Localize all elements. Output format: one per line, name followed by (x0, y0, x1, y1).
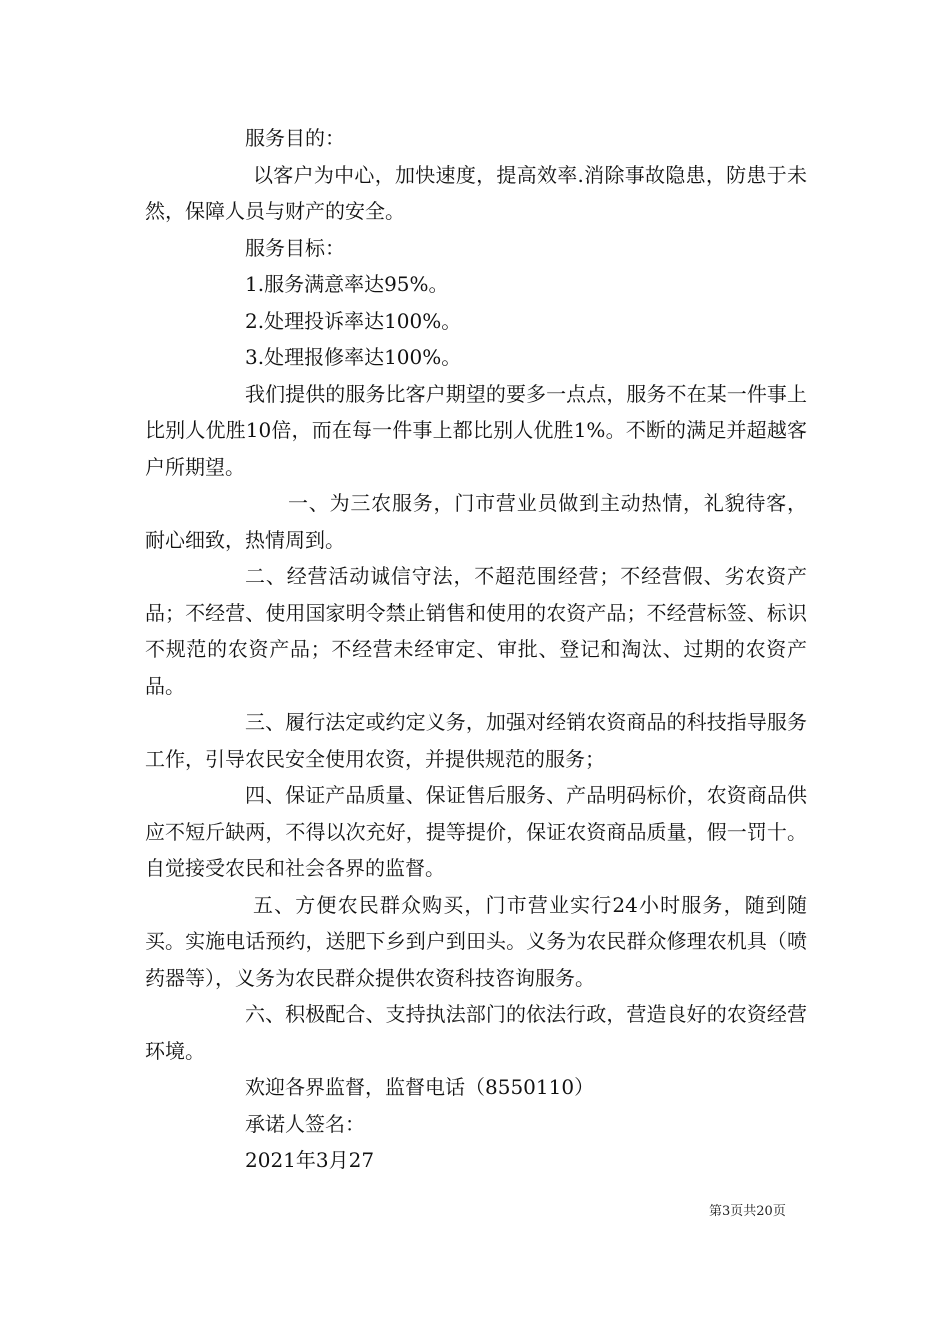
paragraph-goal-2: 2.处理投诉率达100%。 (245, 308, 462, 333)
paragraph-item-6: 六、积极配合、支持执法部门的依法行政，营造良好的农资经营环境。 (145, 1002, 807, 1063)
paragraph-service-purpose-heading: 服务目的： (245, 126, 345, 150)
document-body (145, 120, 807, 1179)
paragraph-goal-3: 3.处理报修率达100%。 (245, 345, 462, 369)
paragraph-goal-1: 1.服务满意率达95%。 (245, 272, 449, 296)
paragraph-item-1: 一、为三农服务，门市营业员做到主动热情，礼貌待客，耐心细致，热情周到。 (145, 491, 807, 552)
paragraph-item-3: 三、履行法定或约定义务，加强对经销农资商品的科技指导服务工作，引导农民安全使用农资，并提供规范的服务； (145, 710, 807, 771)
paragraph-item-4: 四、保证产品质量、保证售后服务、产品明码标价，农资商品供应不短斤缺两，不得以次充好，提等提价，保证农资商品质量，假一罚十。自觉接受农民和社会各界的监督。 (145, 783, 807, 880)
paragraph-date: 2021年3月27 (245, 1148, 375, 1172)
page-number-footer: 第3页共20页 (709, 1204, 786, 1219)
paragraph-service-goal-heading: 服务目标： (245, 235, 345, 260)
paragraph-supervision-phone: 欢迎各界监督，监督电话（8550110） (245, 1075, 595, 1099)
paragraph-item-2: 二、经营活动诚信守法，不超范围经营；不经营假、劣农资产品；不经营、使用国家明令禁止销售和使用的农资产品；不经营标签、标识不规范的农资产品；不经营未经审定、审批、登记和淘汰、过期的农资产品。 (145, 564, 807, 698)
paragraph-service-purpose: 以客户为中心，加快速度，提高效率.消除事故隐患，防患于未然，保障人员与财产的安全。 (145, 162, 807, 223)
paragraph-service-promise: 我们提供的服务比客户期望的要多一点点，服务不在某一件事上比别人优胜10倍，而在每一件事上都比别人优胜1%。不断的满足并超越客户所期望。 (145, 381, 807, 479)
paragraph-signature: 承诺人签名： (245, 1111, 365, 1136)
paragraph-item-5: 五、方便农民群众购买，门市营业实行24小时服务，随到随买。实施电话预约，送肥下乡到户到田头。义务为农民群众修理农机具（喷药器等），义务为农民群众提供农资科技咨询服务。 (145, 892, 807, 990)
